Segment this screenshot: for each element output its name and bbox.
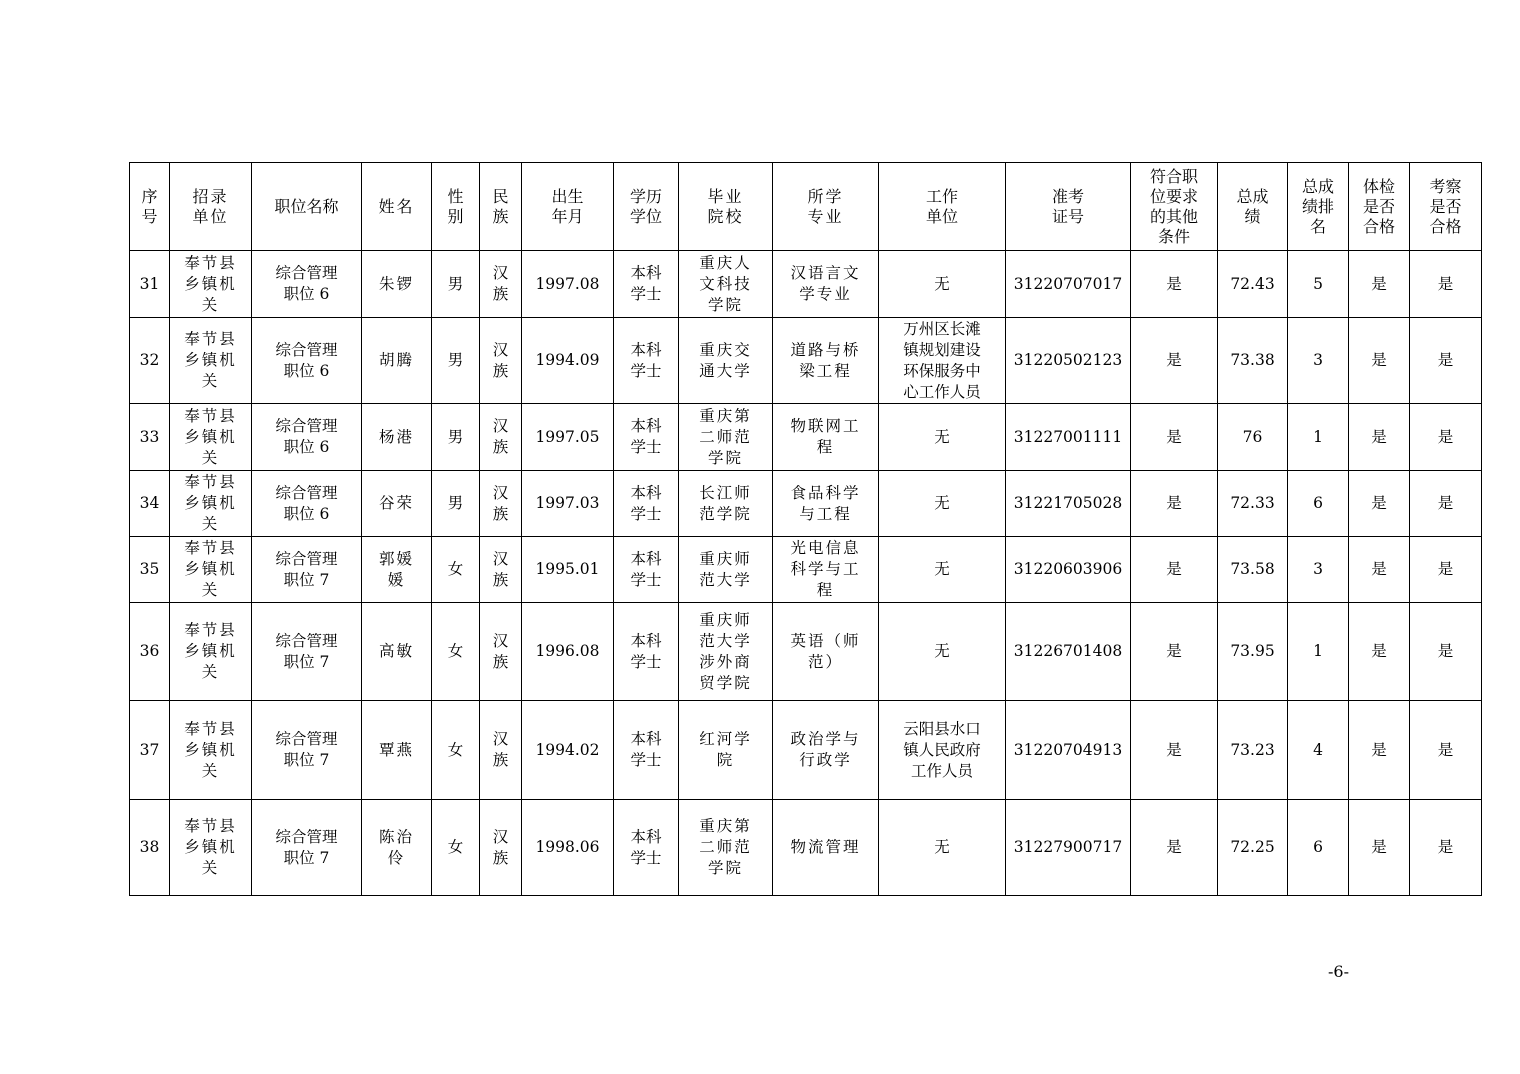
cell-school: 重庆师 范大学 涉外商 贸学院	[679, 603, 773, 701]
cell-ethnicity: 汉 族	[480, 800, 522, 896]
table-row	[130, 800, 1482, 896]
cell-birth: 1997.03	[522, 471, 614, 537]
table-header-row	[130, 163, 1482, 251]
cell-major: 食品科学 与工程	[773, 471, 879, 537]
cell-major: 物流管理	[773, 800, 879, 896]
cell-score: 72.33	[1218, 471, 1288, 537]
cell-unit: 奉节县 乡镇机 关	[170, 251, 252, 318]
cell-other-req: 是	[1131, 800, 1218, 896]
cell-position: 综合管理 职位 7	[252, 800, 362, 896]
cell-workplace: 无	[879, 537, 1006, 603]
cell-review: 是	[1410, 800, 1482, 896]
cell-degree: 本科 学士	[614, 800, 679, 896]
cell-review: 是	[1410, 251, 1482, 318]
cell-gender: 女	[432, 800, 480, 896]
cell-seq: 35	[130, 537, 170, 603]
cell-score: 72.25	[1218, 800, 1288, 896]
cell-unit: 奉节县 乡镇机 关	[170, 701, 252, 800]
cell-birth: 1998.06	[522, 800, 614, 896]
cell-gender: 女	[432, 701, 480, 800]
cell-physical: 是	[1349, 800, 1410, 896]
cell-position: 综合管理 职位 6	[252, 404, 362, 471]
cell-name: 胡腾	[362, 318, 432, 404]
cell-review: 是	[1410, 537, 1482, 603]
header-rank: 总成 绩排 名	[1288, 163, 1349, 251]
cell-unit: 奉节县 乡镇机 关	[170, 537, 252, 603]
cell-other-req: 是	[1131, 701, 1218, 800]
cell-school: 重庆第 二师范 学院	[679, 404, 773, 471]
cell-seq: 32	[130, 318, 170, 404]
cell-position: 综合管理 职位 7	[252, 537, 362, 603]
cell-name: 陈治 伶	[362, 800, 432, 896]
cell-name: 杨港	[362, 404, 432, 471]
cell-rank: 6	[1288, 800, 1349, 896]
cell-other-req: 是	[1131, 471, 1218, 537]
cell-seq: 34	[130, 471, 170, 537]
cell-major: 英语（师 范）	[773, 603, 879, 701]
cell-position: 综合管理 职位 6	[252, 251, 362, 318]
table-row	[130, 404, 1482, 471]
header-review: 考察 是否 合格	[1410, 163, 1482, 251]
cell-name: 郭媛 媛	[362, 537, 432, 603]
cell-rank: 6	[1288, 471, 1349, 537]
header-seq: 序 号	[130, 163, 170, 251]
cell-school: 红河学 院	[679, 701, 773, 800]
page-number: -6-	[1328, 962, 1349, 981]
cell-name: 覃燕	[362, 701, 432, 800]
cell-seq: 31	[130, 251, 170, 318]
cell-review: 是	[1410, 701, 1482, 800]
cell-school: 重庆师 范大学	[679, 537, 773, 603]
cell-seq: 33	[130, 404, 170, 471]
cell-birth: 1996.08	[522, 603, 614, 701]
header-school: 毕业 院校	[679, 163, 773, 251]
cell-rank: 1	[1288, 603, 1349, 701]
cell-degree: 本科 学士	[614, 251, 679, 318]
results-table	[129, 162, 1482, 896]
cell-exam-no: 31227001111	[1006, 404, 1131, 471]
cell-physical: 是	[1349, 251, 1410, 318]
cell-unit: 奉节县 乡镇机 关	[170, 603, 252, 701]
cell-review: 是	[1410, 603, 1482, 701]
cell-other-req: 是	[1131, 537, 1218, 603]
cell-gender: 男	[432, 251, 480, 318]
cell-rank: 4	[1288, 701, 1349, 800]
cell-degree: 本科 学士	[614, 471, 679, 537]
cell-name: 朱锣	[362, 251, 432, 318]
table-row	[130, 471, 1482, 537]
cell-ethnicity: 汉 族	[480, 251, 522, 318]
cell-unit: 奉节县 乡镇机 关	[170, 471, 252, 537]
cell-physical: 是	[1349, 537, 1410, 603]
table-row	[130, 537, 1482, 603]
cell-ethnicity: 汉 族	[480, 701, 522, 800]
cell-position: 综合管理 职位 6	[252, 471, 362, 537]
cell-name: 谷荣	[362, 471, 432, 537]
cell-gender: 女	[432, 537, 480, 603]
cell-seq: 37	[130, 701, 170, 800]
table-row	[130, 603, 1482, 701]
cell-gender: 女	[432, 603, 480, 701]
cell-school: 重庆交 通大学	[679, 318, 773, 404]
cell-exam-no: 31220502123	[1006, 318, 1131, 404]
header-physical: 体检 是否 合格	[1349, 163, 1410, 251]
cell-physical: 是	[1349, 318, 1410, 404]
cell-birth: 1995.01	[522, 537, 614, 603]
table-row	[130, 701, 1482, 800]
header-birth: 出生 年月	[522, 163, 614, 251]
cell-degree: 本科 学士	[614, 537, 679, 603]
cell-physical: 是	[1349, 404, 1410, 471]
cell-ethnicity: 汉 族	[480, 537, 522, 603]
cell-other-req: 是	[1131, 603, 1218, 701]
cell-exam-no: 31221705028	[1006, 471, 1131, 537]
cell-gender: 男	[432, 471, 480, 537]
header-degree: 学历 学位	[614, 163, 679, 251]
cell-seq: 36	[130, 603, 170, 701]
cell-workplace: 无	[879, 404, 1006, 471]
header-score: 总成 绩	[1218, 163, 1288, 251]
cell-name: 高敏	[362, 603, 432, 701]
cell-gender: 男	[432, 404, 480, 471]
cell-physical: 是	[1349, 471, 1410, 537]
cell-workplace: 万州区长滩 镇规划建设 环保服务中 心工作人员	[879, 318, 1006, 404]
cell-major: 物联网工 程	[773, 404, 879, 471]
header-exam-no: 准考 证号	[1006, 163, 1131, 251]
cell-workplace: 无	[879, 603, 1006, 701]
header-workplace: 工作 单位	[879, 163, 1006, 251]
cell-rank: 3	[1288, 318, 1349, 404]
cell-other-req: 是	[1131, 251, 1218, 318]
cell-exam-no: 31220704913	[1006, 701, 1131, 800]
cell-degree: 本科 学士	[614, 404, 679, 471]
cell-major: 政治学与 行政学	[773, 701, 879, 800]
header-gender: 性 别	[432, 163, 480, 251]
cell-rank: 5	[1288, 251, 1349, 318]
table-body	[130, 251, 1482, 896]
cell-score: 76	[1218, 404, 1288, 471]
cell-birth: 1994.09	[522, 318, 614, 404]
cell-degree: 本科 学士	[614, 603, 679, 701]
cell-workplace: 无	[879, 251, 1006, 318]
cell-position: 综合管理 职位 6	[252, 318, 362, 404]
cell-review: 是	[1410, 471, 1482, 537]
cell-ethnicity: 汉 族	[480, 603, 522, 701]
cell-ethnicity: 汉 族	[480, 404, 522, 471]
cell-degree: 本科 学士	[614, 318, 679, 404]
table-row	[130, 251, 1482, 318]
header-unit: 招录 单位	[170, 163, 252, 251]
cell-rank: 1	[1288, 404, 1349, 471]
cell-workplace: 无	[879, 800, 1006, 896]
cell-birth: 1997.08	[522, 251, 614, 318]
cell-school: 长江师 范学院	[679, 471, 773, 537]
cell-school: 重庆第 二师范 学院	[679, 800, 773, 896]
cell-ethnicity: 汉 族	[480, 471, 522, 537]
cell-exam-no: 31220603906	[1006, 537, 1131, 603]
header-ethnicity: 民 族	[480, 163, 522, 251]
header-major: 所学 专业	[773, 163, 879, 251]
cell-position: 综合管理 职位 7	[252, 603, 362, 701]
cell-position: 综合管理 职位 7	[252, 701, 362, 800]
cell-gender: 男	[432, 318, 480, 404]
cell-unit: 奉节县 乡镇机 关	[170, 404, 252, 471]
cell-school: 重庆人 文科技 学院	[679, 251, 773, 318]
cell-physical: 是	[1349, 701, 1410, 800]
header-position: 职位名称	[252, 163, 362, 251]
cell-review: 是	[1410, 318, 1482, 404]
cell-exam-no: 31227900717	[1006, 800, 1131, 896]
table-row	[130, 318, 1482, 404]
cell-degree: 本科 学士	[614, 701, 679, 800]
cell-workplace: 云阳县水口 镇人民政府 工作人员	[879, 701, 1006, 800]
cell-major: 汉语言文 学专业	[773, 251, 879, 318]
cell-review: 是	[1410, 404, 1482, 471]
cell-other-req: 是	[1131, 404, 1218, 471]
cell-major: 光电信息 科学与工 程	[773, 537, 879, 603]
cell-exam-no: 31220707017	[1006, 251, 1131, 318]
cell-workplace: 无	[879, 471, 1006, 537]
header-name: 姓名	[362, 163, 432, 251]
cell-score: 72.43	[1218, 251, 1288, 318]
cell-score: 73.58	[1218, 537, 1288, 603]
cell-unit: 奉节县 乡镇机 关	[170, 800, 252, 896]
cell-physical: 是	[1349, 603, 1410, 701]
cell-score: 73.95	[1218, 603, 1288, 701]
cell-score: 73.23	[1218, 701, 1288, 800]
header-other-req: 符合职 位要求 的其他 条件	[1131, 163, 1218, 251]
cell-birth: 1994.02	[522, 701, 614, 800]
cell-score: 73.38	[1218, 318, 1288, 404]
cell-exam-no: 31226701408	[1006, 603, 1131, 701]
cell-major: 道路与桥 梁工程	[773, 318, 879, 404]
cell-ethnicity: 汉 族	[480, 318, 522, 404]
cell-rank: 3	[1288, 537, 1349, 603]
cell-unit: 奉节县 乡镇机 关	[170, 318, 252, 404]
cell-other-req: 是	[1131, 318, 1218, 404]
cell-seq: 38	[130, 800, 170, 896]
cell-birth: 1997.05	[522, 404, 614, 471]
